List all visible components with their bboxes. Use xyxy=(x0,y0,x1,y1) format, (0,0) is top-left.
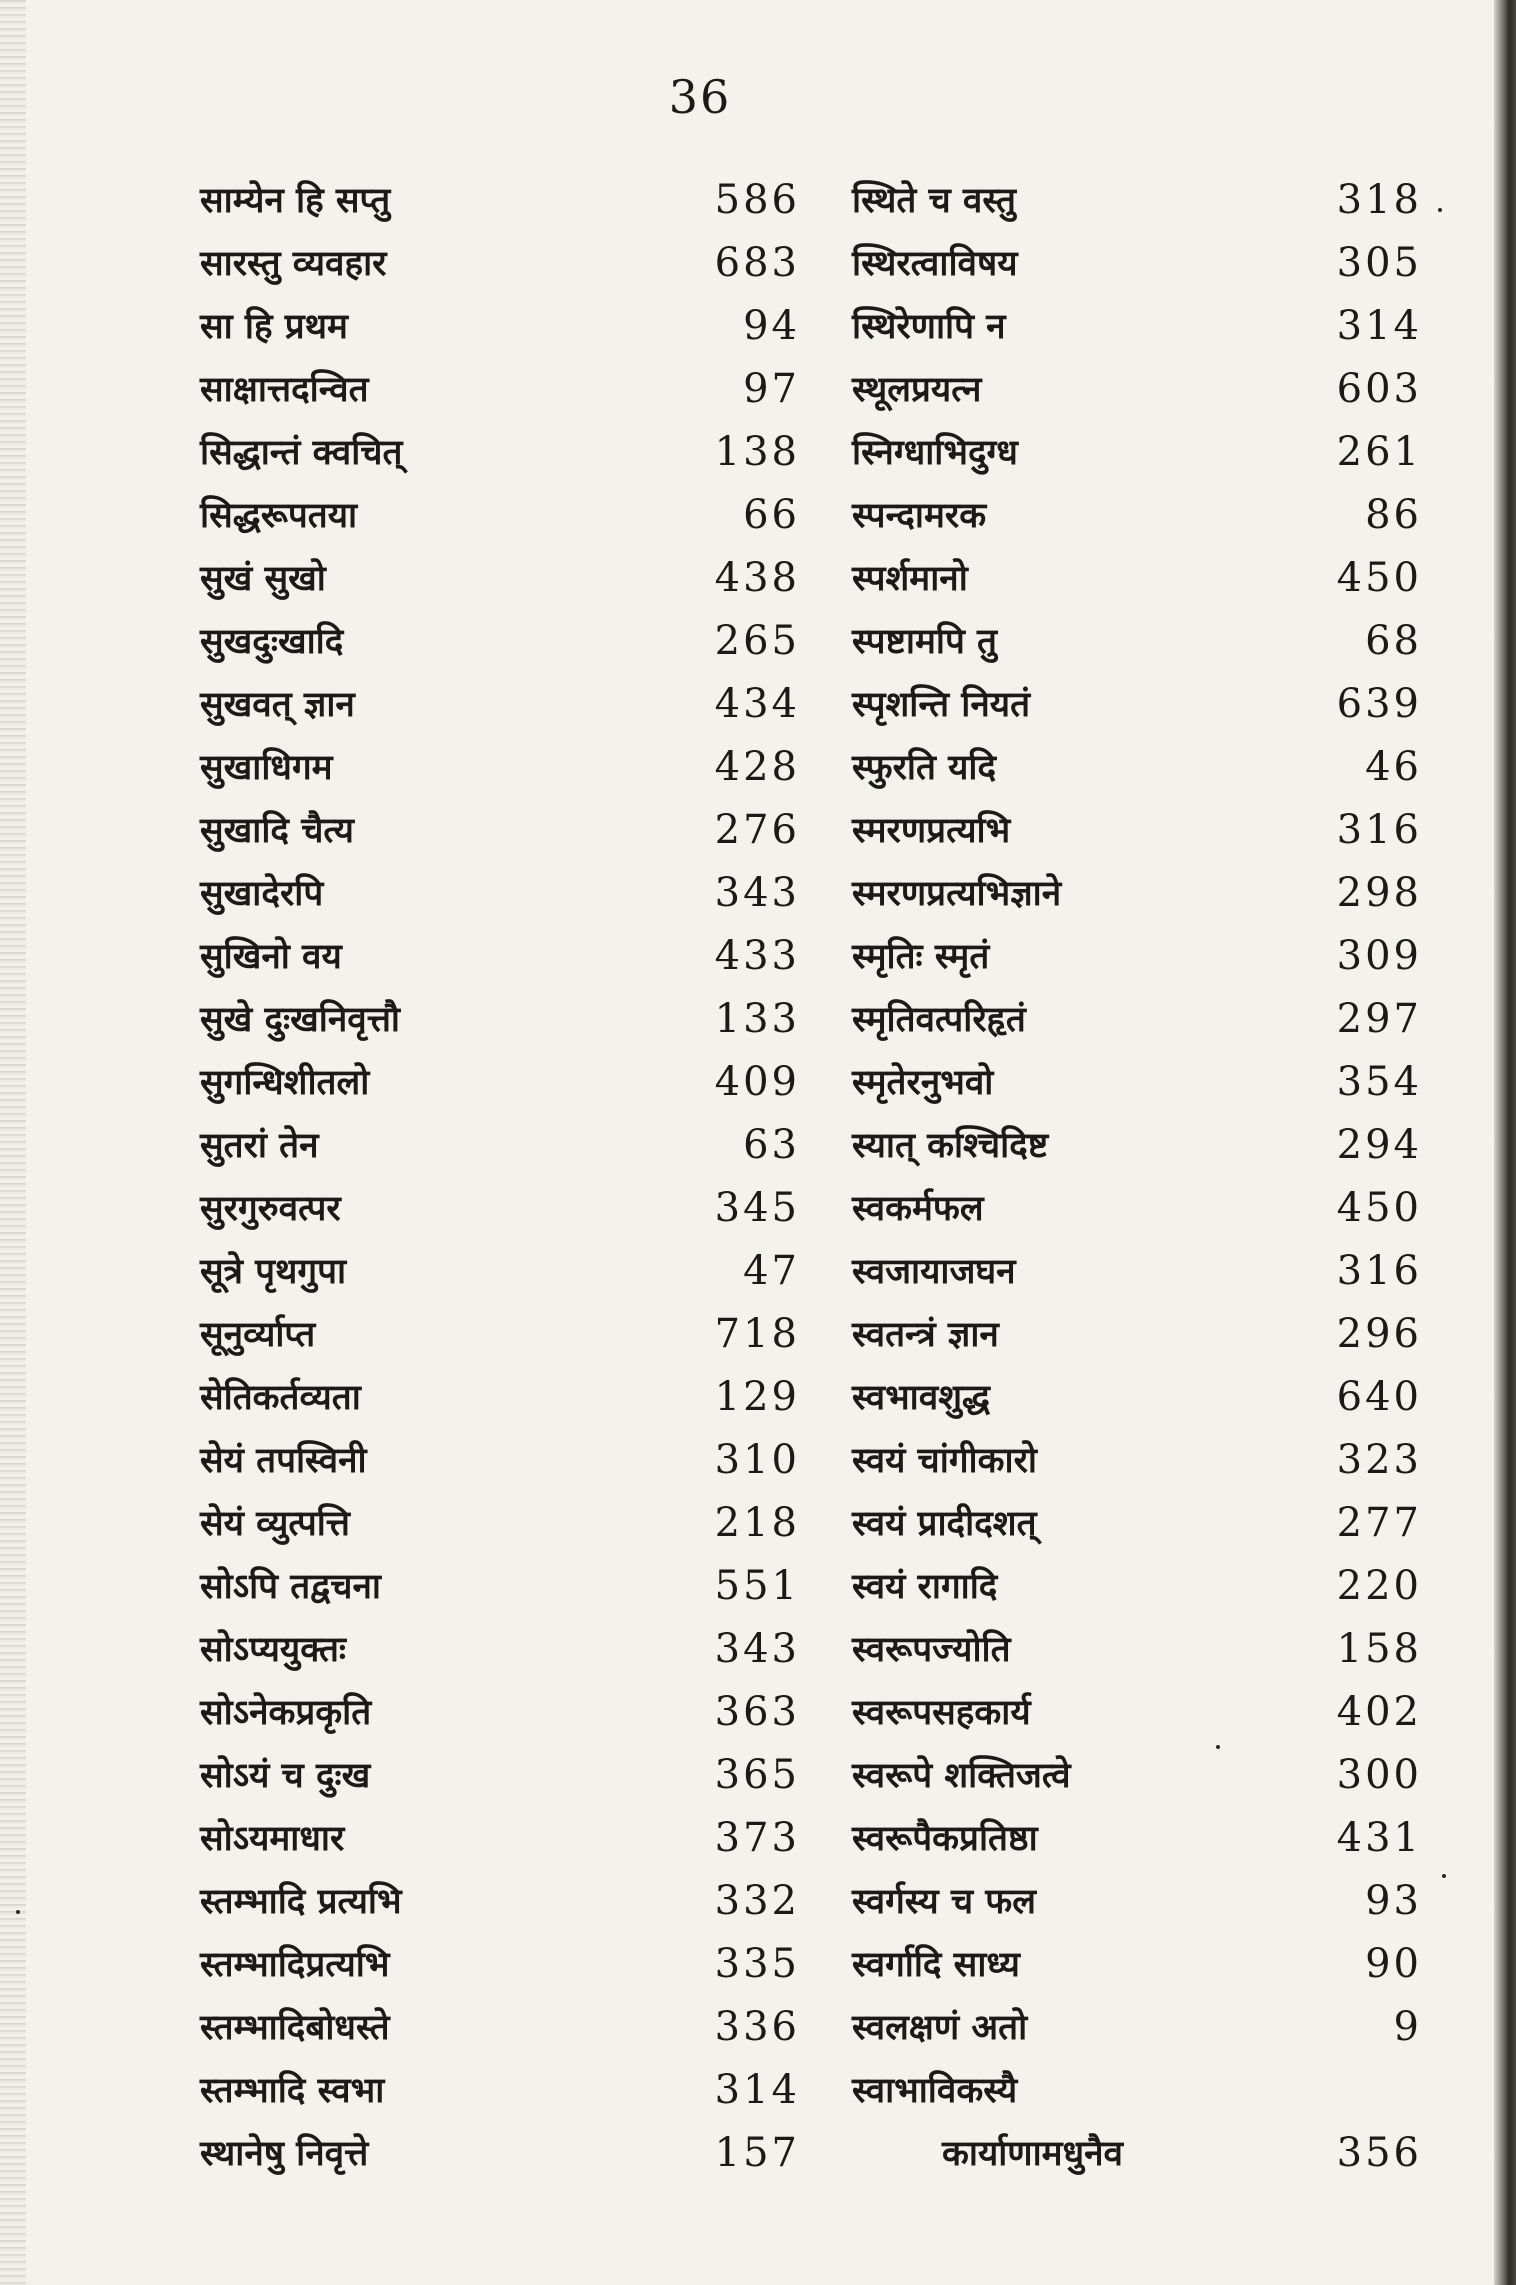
index-page-number: 373 xyxy=(714,1814,800,1861)
index-term: स्वयं रागादि xyxy=(852,1566,998,1607)
print-speck xyxy=(1438,208,1442,212)
index-page-number: 138 xyxy=(714,428,800,475)
index-entry xyxy=(200,1743,800,1806)
index-term: स्वरूपज्योति xyxy=(852,1629,1011,1670)
index-entry xyxy=(852,1869,1422,1932)
index-term: स्मरणप्रत्यभिज्ञाने xyxy=(852,873,1062,914)
index-entry xyxy=(200,294,800,357)
index-entry xyxy=(200,1491,800,1554)
index-term: सुतरां तेन xyxy=(200,1125,319,1166)
index-page-number: 450 xyxy=(1336,554,1422,601)
page-number: 36 xyxy=(668,70,732,124)
index-page-number: 402 xyxy=(1336,1688,1422,1735)
index-term: सोऽयं च दुःख xyxy=(200,1755,371,1796)
index-page-number: 220 xyxy=(1336,1562,1422,1609)
index-term: कार्याणामधुनैव xyxy=(942,2133,1124,2174)
index-page-number: 66 xyxy=(743,491,800,538)
index-page-number: 298 xyxy=(1336,869,1422,916)
index-term: स्वरूपे शक्तिजत्वे xyxy=(852,1755,1071,1796)
index-entry xyxy=(852,861,1422,924)
index-page-number: 68 xyxy=(1365,617,1422,664)
index-term: स्तम्भादि प्रत्यभि xyxy=(200,1881,402,1922)
index-page-number: 354 xyxy=(1336,1058,1422,1105)
index-page-number: 93 xyxy=(1365,1877,1422,1924)
index-page-number: 551 xyxy=(714,1562,800,1609)
index-page-number: 332 xyxy=(714,1877,800,1924)
index-entry xyxy=(200,609,800,672)
index-entry xyxy=(200,924,800,987)
index-page-number: 277 xyxy=(1336,1499,1422,1546)
index-page-number: 94 xyxy=(743,302,800,349)
index-term: स्वकर्मफल xyxy=(852,1188,984,1229)
index-term: सुखे दुःखनिवृत्तौ xyxy=(200,999,400,1040)
print-speck xyxy=(16,1910,20,1914)
index-entry xyxy=(852,1680,1422,1743)
index-term: सुगन्धिशीतलो xyxy=(200,1062,370,1103)
index-page-number: 586 xyxy=(714,176,800,223)
index-entry xyxy=(852,1365,1422,1428)
index-page-number: 305 xyxy=(1336,239,1422,286)
index-entry xyxy=(852,1617,1422,1680)
index-term: स्तम्भादि स्वभा xyxy=(200,2070,385,2111)
index-term: सुखिनो वय xyxy=(200,936,342,977)
index-entry xyxy=(852,357,1422,420)
index-term: सेयं तपस्विनी xyxy=(200,1440,367,1481)
index-term: सुखं सुखो xyxy=(200,558,326,599)
index-page-number: 314 xyxy=(714,2066,800,2113)
index-page-number: 428 xyxy=(714,743,800,790)
index-term: स्यात् कश्चिदिष्ट xyxy=(852,1125,1049,1166)
index-term: सेतिकर्तव्यता xyxy=(200,1377,361,1418)
index-page-number: 133 xyxy=(714,995,800,1042)
index-term: स्थिरेणापि न xyxy=(852,306,1006,347)
index-entry xyxy=(852,2058,1422,2121)
index-page-number: 97 xyxy=(743,365,800,412)
index-term: स्वर्गादि साध्य xyxy=(852,1944,1020,1985)
index-term: सुखादि चैत्य xyxy=(200,810,354,851)
index-term: स्थानेषु निवृत्ते xyxy=(200,2133,369,2174)
index-entry xyxy=(200,987,800,1050)
index-entry xyxy=(200,1554,800,1617)
index-entry xyxy=(200,1680,800,1743)
page-left-edge xyxy=(0,0,26,2285)
index-column-right xyxy=(852,168,1422,2184)
index-page-number: 433 xyxy=(714,932,800,979)
index-entry xyxy=(852,1239,1422,1302)
index-page-number: 157 xyxy=(714,2129,800,2176)
index-page-number: 434 xyxy=(714,680,800,727)
index-term: स्फुरति यदि xyxy=(852,747,997,788)
index-entry xyxy=(200,1995,800,2058)
index-page-number: 310 xyxy=(714,1436,800,1483)
index-term: स्वयं प्रादीदशत् xyxy=(852,1503,1037,1544)
index-entry xyxy=(200,483,800,546)
index-entry xyxy=(852,231,1422,294)
index-term: सेयं व्युत्पत्ति xyxy=(200,1503,350,1544)
index-entry xyxy=(200,1365,800,1428)
index-column-left xyxy=(200,168,800,2184)
index-entry xyxy=(852,168,1422,231)
index-term: स्वतन्त्रं ज्ञान xyxy=(852,1314,999,1355)
index-entry xyxy=(852,1113,1422,1176)
index-term: सुखवत् ज्ञान xyxy=(200,684,355,725)
index-term: सा हि प्रथम xyxy=(200,306,348,347)
index-term: स्वर्गस्य च फल xyxy=(852,1881,1037,1922)
index-entry xyxy=(200,861,800,924)
index-entry xyxy=(852,987,1422,1050)
index-page-number: 158 xyxy=(1336,1625,1422,1672)
index-page-number: 718 xyxy=(714,1310,800,1357)
index-page-number: 276 xyxy=(714,806,800,853)
index-term: स्वयं चांगीकारो xyxy=(852,1440,1037,1481)
index-page-number: 261 xyxy=(1336,428,1422,475)
index-term: स्थिरत्वाविषय xyxy=(852,243,1018,284)
index-term: स्वरूपसहकार्य xyxy=(852,1692,1031,1733)
index-entry xyxy=(200,798,800,861)
index-entry xyxy=(852,609,1422,672)
index-page-number: 323 xyxy=(1336,1436,1422,1483)
index-page-number: 639 xyxy=(1336,680,1422,727)
index-entry xyxy=(852,798,1422,861)
index-term: सिद्धरूपतया xyxy=(200,495,358,536)
index-term: स्वजायाजघन xyxy=(852,1251,1016,1292)
index-page-number: 316 xyxy=(1336,806,1422,853)
index-page-number: 431 xyxy=(1336,1814,1422,1861)
index-term: स्पृशन्ति नियतं xyxy=(852,684,1031,725)
index-page-number: 363 xyxy=(714,1688,800,1735)
index-page-number: 450 xyxy=(1336,1184,1422,1231)
index-entry xyxy=(852,1995,1422,2058)
index-entry xyxy=(852,1554,1422,1617)
index-term: सोऽनेकप्रकृति xyxy=(200,1692,372,1733)
index-page-number: 409 xyxy=(714,1058,800,1105)
index-page-number: 318 xyxy=(1336,176,1422,223)
index-page-number: 683 xyxy=(714,239,800,286)
index-page-number: 86 xyxy=(1365,491,1422,538)
index-term: स्वलक्षणं अतो xyxy=(852,2007,1028,2048)
index-term: स्वभावशुद्ध xyxy=(852,1377,990,1418)
index-page-number: 640 xyxy=(1336,1373,1422,1420)
index-entry xyxy=(200,231,800,294)
index-entry xyxy=(200,735,800,798)
index-entry xyxy=(852,294,1422,357)
index-page-number: 129 xyxy=(714,1373,800,1420)
index-entry xyxy=(200,1617,800,1680)
index-page-number: 63 xyxy=(743,1121,800,1168)
index-entry xyxy=(200,1239,800,1302)
index-entry xyxy=(852,1428,1422,1491)
index-page-number: 300 xyxy=(1336,1751,1422,1798)
index-term: स्मृतेरनुभवो xyxy=(852,1062,994,1103)
index-entry xyxy=(200,1806,800,1869)
index-term: सुखदुःखादि xyxy=(200,621,344,662)
index-term: सुखाधिगम xyxy=(200,747,333,788)
index-entry xyxy=(200,1176,800,1239)
index-term: स्थिते च वस्तु xyxy=(852,180,1016,221)
index-term: स्थूलप्रयत्न xyxy=(852,369,982,410)
index-page-number: 335 xyxy=(714,1940,800,1987)
index-entry xyxy=(852,2121,1422,2184)
index-term: स्मृतिवत्परिहृतं xyxy=(852,999,1026,1040)
index-entry xyxy=(852,420,1422,483)
index-term: स्मरणप्रत्यभि xyxy=(852,810,1011,851)
index-entry xyxy=(200,1869,800,1932)
index-page-number: 438 xyxy=(714,554,800,601)
index-term: स्पष्टामपि तु xyxy=(852,621,998,662)
index-entry xyxy=(852,672,1422,735)
index-term: सोऽप्ययुक्तः xyxy=(200,1629,346,1670)
index-page-number: 343 xyxy=(714,1625,800,1672)
index-entry xyxy=(200,1302,800,1365)
index-term: स्तम्भादिप्रत्यभि xyxy=(200,1944,390,1985)
index-term: स्मृतिः स्मृतं xyxy=(852,936,990,977)
index-entry xyxy=(200,168,800,231)
index-entry xyxy=(200,1050,800,1113)
index-entry xyxy=(852,924,1422,987)
index-term: सुरगुरुवत्पर xyxy=(200,1188,341,1229)
index-entry xyxy=(200,1932,800,1995)
page-binding-edge xyxy=(1494,0,1516,2285)
index-page-number: 46 xyxy=(1365,743,1422,790)
print-speck xyxy=(1216,1745,1220,1749)
index-page-number: 345 xyxy=(714,1184,800,1231)
index-term: साक्षात्तदन्वित xyxy=(200,369,369,410)
index-entry xyxy=(852,1491,1422,1554)
index-term: सिद्धान्तं क्वचित् xyxy=(200,432,403,473)
index-entry xyxy=(852,1743,1422,1806)
index-entry xyxy=(200,1113,800,1176)
index-page-number: 265 xyxy=(714,617,800,664)
index-term: स्पन्दामरक xyxy=(852,495,987,536)
index-page-number: 90 xyxy=(1365,1940,1422,1987)
index-term: सोऽपि तद्वचना xyxy=(200,1566,381,1607)
index-entry xyxy=(200,420,800,483)
index-page-number: 603 xyxy=(1336,365,1422,412)
index-entry xyxy=(852,1302,1422,1365)
index-term: सोऽयमाधार xyxy=(200,1818,345,1859)
index-page-number: 47 xyxy=(743,1247,800,1294)
index-page-number: 356 xyxy=(1336,2129,1422,2176)
index-entry xyxy=(852,1176,1422,1239)
index-term: स्निग्धाभिदुग्ध xyxy=(852,432,1018,473)
index-entry xyxy=(852,1932,1422,1995)
index-entry xyxy=(852,1050,1422,1113)
index-page-number: 314 xyxy=(1336,302,1422,349)
index-entry xyxy=(200,357,800,420)
index-term: सूत्रे पृथगुपा xyxy=(200,1251,347,1292)
index-page-number: 218 xyxy=(714,1499,800,1546)
index-term: स्वरूपैकप्रतिष्ठा xyxy=(852,1818,1038,1859)
index-page-number: 297 xyxy=(1336,995,1422,1042)
index-term: सारस्तु व्यवहार xyxy=(200,243,387,284)
index-entry xyxy=(200,1428,800,1491)
index-page-number: 336 xyxy=(714,2003,800,2050)
index-page-number: 294 xyxy=(1336,1121,1422,1168)
index-term: साम्येन हि सप्तु xyxy=(200,180,391,221)
index-entry xyxy=(200,672,800,735)
index-page-number: 309 xyxy=(1336,932,1422,979)
index-entry xyxy=(852,1806,1422,1869)
index-entry xyxy=(200,2058,800,2121)
index-page-number: 296 xyxy=(1336,1310,1422,1357)
index-term: सूनुर्व्याप्त xyxy=(200,1314,316,1355)
index-page-number: 9 xyxy=(1393,2003,1422,2050)
index-entry xyxy=(852,483,1422,546)
index-page-number: 316 xyxy=(1336,1247,1422,1294)
index-entry xyxy=(852,735,1422,798)
index-term: स्पर्शमानो xyxy=(852,558,968,599)
index-term: स्वाभाविकस्यै xyxy=(852,2070,1018,2111)
index-page-number: 343 xyxy=(714,869,800,916)
index-entry xyxy=(200,2121,800,2184)
print-speck xyxy=(1442,1874,1446,1878)
index-term: सुखादेरपि xyxy=(200,873,324,914)
index-page-number: 365 xyxy=(714,1751,800,1798)
index-entry xyxy=(200,546,800,609)
index-entry xyxy=(852,546,1422,609)
index-term: स्तम्भादिबोधस्ते xyxy=(200,2007,390,2048)
